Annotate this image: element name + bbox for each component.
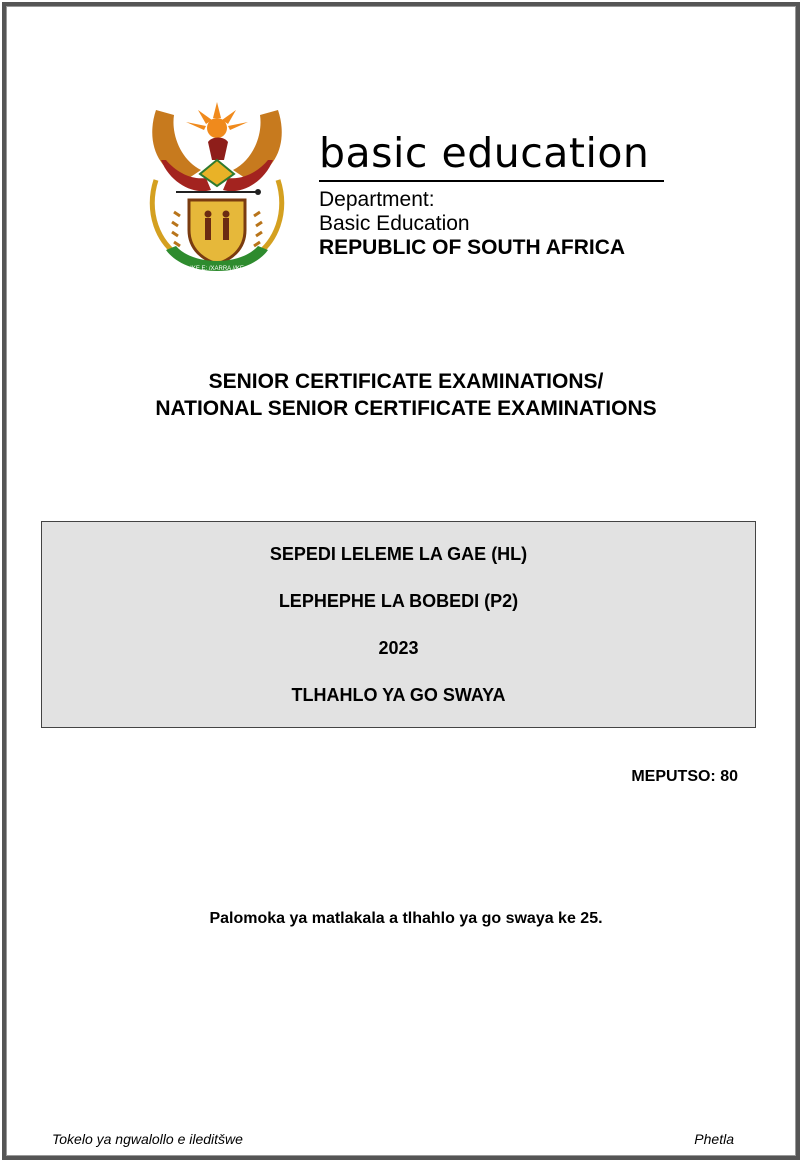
total-marks: MEPUTSO: 80 xyxy=(631,768,738,785)
paper-number: LEPHEPHE LA BOBEDI (P2) xyxy=(278,591,519,611)
turn-over-note: Phetla xyxy=(694,1131,734,1147)
brand-divider xyxy=(319,180,664,182)
exam-year: 2023 xyxy=(378,638,419,658)
coat-of-arms-icon xyxy=(146,100,288,278)
document-type: TLHAHLO YA GO SWAYA xyxy=(291,685,506,705)
copyright-notice: Tokelo ya ngwalollo e ileditšwe xyxy=(52,1131,243,1147)
exam-title-line1: SENIOR CERTIFICATE EXAMINATIONS/ xyxy=(208,370,604,393)
exam-title-line2: NATIONAL SENIOR CERTIFICATE EXAMINATIONS xyxy=(155,397,657,420)
exam-title xyxy=(6,368,800,422)
country-name: REPUBLIC OF SOUTH AFRICA xyxy=(319,236,626,259)
page-count-note: Palomoka ya matlakala a tlhahlo ya go swaya ke 25. xyxy=(209,910,603,927)
subject-name: SEPEDI LELEME LA GAE (HL) xyxy=(269,544,528,564)
brand-title: basic education xyxy=(319,129,650,177)
subject-box xyxy=(41,521,756,728)
page-frame xyxy=(2,2,800,1160)
page-header xyxy=(146,100,676,280)
department-label: Department: xyxy=(319,188,435,211)
department-name: Basic Education xyxy=(319,212,470,235)
svg-text:!KE E: /XARRA //KE: !KE E: /XARRA //KE xyxy=(190,266,244,272)
brand-block xyxy=(319,130,669,260)
